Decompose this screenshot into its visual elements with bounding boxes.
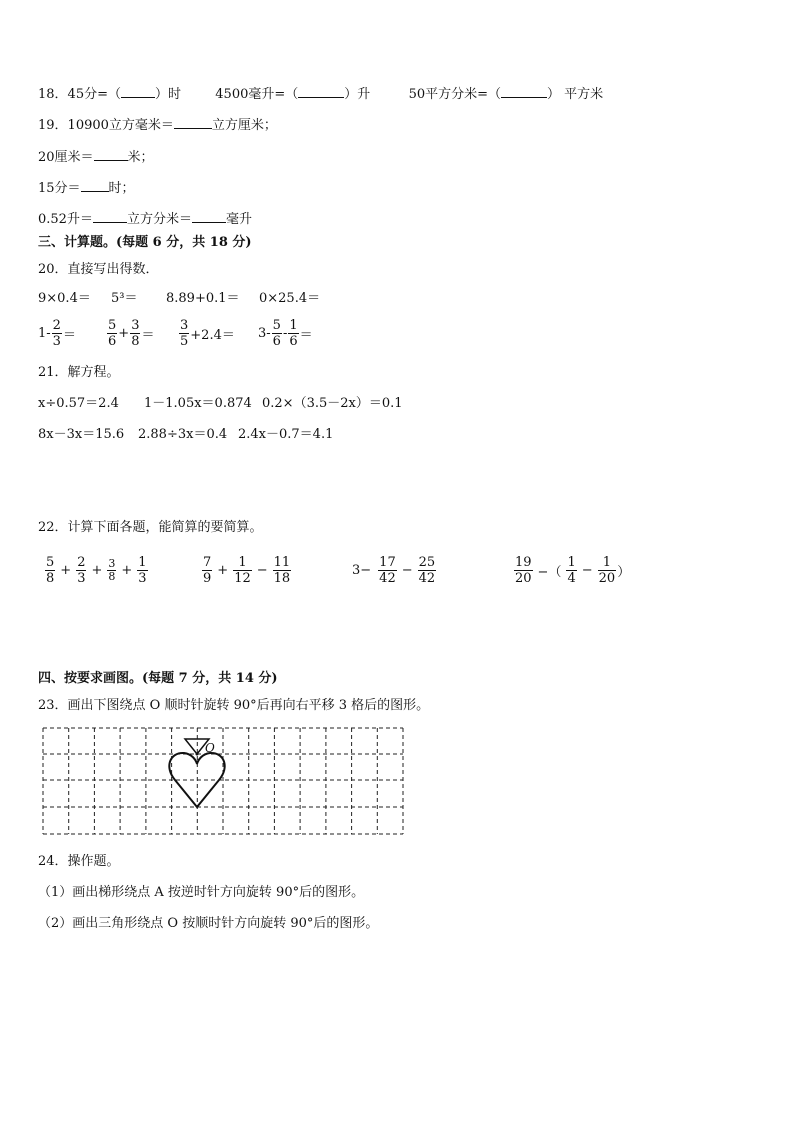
operator: − (581, 563, 593, 578)
question-21-row-2 (38, 426, 333, 444)
q19-text: 19．10900立方毫米＝ (38, 118, 174, 133)
denominator: 5 (180, 334, 189, 349)
oral-calc-item: 5³＝ (111, 291, 138, 306)
numerator: 25 (418, 555, 436, 570)
answer-blank[interactable] (94, 146, 128, 161)
q18-part3-pre: 50平方分米=（ (408, 87, 501, 102)
denominator: 8 (46, 571, 55, 586)
answer-blank[interactable] (192, 208, 226, 223)
numerator: 17 (379, 555, 396, 570)
denominator: 4 (567, 571, 576, 586)
fraction (273, 555, 292, 586)
grid-lines (43, 728, 403, 834)
oral-calc-item (178, 318, 258, 349)
denominator: 6 (272, 334, 281, 349)
numerator: 11 (273, 555, 291, 570)
answer-blank[interactable] (93, 208, 127, 223)
denominator: 12 (234, 571, 251, 586)
equation: 0.2×（3.5－2x）＝0.1 (262, 396, 403, 411)
q19-text: 20厘米＝ (38, 150, 94, 165)
oral-calc-item (258, 318, 313, 349)
expr-text: 3- (258, 326, 271, 341)
q19-text: 毫升 (225, 212, 252, 227)
denominator: 20 (598, 571, 616, 586)
rotation-point-o (196, 753, 199, 756)
numerator: 3 (108, 557, 116, 570)
question-22-title: 22．计算下面各题，能简算的要简算。 (38, 520, 263, 535)
fraction (378, 555, 397, 586)
answer-blank[interactable] (298, 83, 344, 98)
q18-part1-pre: 18．45分=（ (38, 87, 121, 102)
operator: − (256, 563, 268, 578)
question-24-item-1: （1）画出梯形绕点 A 按逆时针方向旋转 90°后的图形。 (38, 885, 365, 900)
q18-part1-post: ）时 (154, 87, 181, 102)
q19-text: 0.52升＝ (38, 212, 93, 227)
operator: − (401, 563, 413, 578)
calc-expression-4 (513, 555, 630, 586)
numerator: 1 (138, 555, 147, 570)
numerator: 5 (46, 555, 55, 570)
operator: −（ (537, 565, 562, 580)
fraction (272, 318, 282, 349)
fraction (514, 555, 533, 586)
calc-expression-1 (44, 555, 149, 586)
fraction (418, 555, 437, 586)
point-o-label: O (205, 741, 215, 755)
fraction (233, 555, 252, 586)
operator: + (118, 326, 130, 341)
q19-text: 立方分米＝ (126, 212, 192, 227)
oral-calc-item: 8.89+0.1＝ (166, 291, 240, 306)
question-20-row-1 (38, 290, 320, 308)
q19-text: 立方厘米； (211, 118, 277, 133)
expr-text: 1- (38, 326, 51, 341)
q19-text: 时； (108, 181, 135, 196)
answer-blank[interactable] (174, 114, 212, 129)
fraction (107, 318, 117, 349)
expr-text: ） (617, 565, 631, 580)
fraction (202, 555, 212, 586)
denominator: 8 (108, 570, 116, 583)
question-19-line-3 (38, 177, 135, 198)
fraction (76, 555, 86, 586)
denominator: 3 (138, 571, 147, 586)
oral-calc-item: 9×0.4＝ (38, 291, 91, 306)
q18-part2-post: ）升 (344, 87, 371, 102)
numerator: 3 (180, 318, 189, 333)
fraction (598, 555, 617, 586)
expr-text: ＝ (299, 328, 313, 343)
operator: - (282, 326, 288, 341)
fraction (137, 555, 147, 586)
calc-expression-3 (352, 555, 437, 586)
question-21-row-1 (38, 395, 403, 413)
numerator: 1 (567, 555, 576, 570)
equation: 1－1.05x＝0.874 (144, 396, 252, 411)
denominator: 42 (418, 571, 436, 586)
question-21-title: 21．解方程。 (38, 365, 120, 380)
question-23-title: 23．画出下图绕点 O 顺时针旋转 90°后再向右平移 3 格后的图形。 (38, 698, 430, 713)
denominator: 18 (273, 571, 291, 586)
fraction (45, 555, 55, 586)
fraction (566, 555, 576, 586)
numerator: 5 (108, 318, 117, 333)
denominator: 8 (131, 334, 140, 349)
calc-expression-2 (201, 555, 292, 586)
equation: 2.4x－0.7＝4.1 (238, 427, 334, 442)
fraction (107, 558, 116, 583)
numerator: 1 (233, 555, 252, 571)
answer-blank[interactable] (81, 177, 109, 192)
answer-blank[interactable] (501, 83, 547, 98)
denominator: 3 (77, 571, 86, 586)
expr-text: 3− (352, 563, 372, 578)
numerator: 3 (131, 318, 140, 333)
equation: 8x－3x＝15.6 (38, 427, 125, 442)
numerator: 1 (598, 555, 617, 571)
operator: + (91, 563, 103, 578)
q18-part3-post: ） 平方米 (547, 87, 604, 102)
equation: 2.88÷3x＝0.4 (138, 427, 228, 442)
question-19-line-2 (38, 146, 154, 167)
numerator: 7 (203, 555, 212, 570)
operator: + (121, 563, 133, 578)
question-19-line-4 (38, 208, 252, 229)
question-18 (38, 83, 603, 104)
expr-text: ＝ (141, 328, 155, 343)
denominator: 20 (515, 571, 532, 586)
answer-blank[interactable] (121, 83, 155, 98)
numerator: 19 (515, 555, 532, 570)
denominator: 42 (379, 571, 396, 586)
question-24-item-2: （2）画出三角形绕点 O 按顺时针方向旋转 90°后的图形。 (38, 916, 379, 931)
question-20-row-2 (38, 318, 313, 349)
fraction (130, 318, 140, 349)
fraction (288, 318, 298, 349)
numerator: 2 (77, 555, 86, 570)
numerator: 5 (272, 318, 281, 333)
q19-text: 15分＝ (38, 181, 81, 196)
fraction (52, 318, 62, 349)
oral-calc-item: 0×25.4＝ (259, 291, 321, 306)
dashed-grid-figure (42, 727, 404, 837)
denominator: 9 (203, 571, 212, 586)
section-3-heading: 三、计算题。(每题 6 分，共 18 分) (38, 235, 252, 250)
equation: x÷0.57＝2.4 (38, 396, 119, 411)
q18-part2-pre: 4500毫升=（ (215, 87, 299, 102)
oral-calc-item (106, 318, 178, 349)
question-24-title: 24．操作题。 (38, 854, 120, 869)
question-20-title: 20．直接写出得数． (38, 262, 159, 277)
expr-text: ＝ (62, 328, 76, 343)
denominator: 6 (289, 334, 298, 349)
operator: + (60, 563, 72, 578)
operator: + (217, 563, 229, 578)
denominator: 6 (108, 334, 117, 349)
numerator: 1 (289, 318, 298, 333)
oral-calc-item (38, 318, 106, 349)
q19-text: 米； (127, 150, 154, 165)
numerator: 2 (52, 318, 61, 333)
section-4-heading: 四、按要求画图。(每题 7 分，共 14 分) (38, 671, 278, 686)
fraction (179, 318, 189, 349)
denominator: 3 (52, 334, 61, 349)
question-19-line-1 (38, 114, 277, 135)
expr-text: +2.4＝ (190, 328, 235, 343)
